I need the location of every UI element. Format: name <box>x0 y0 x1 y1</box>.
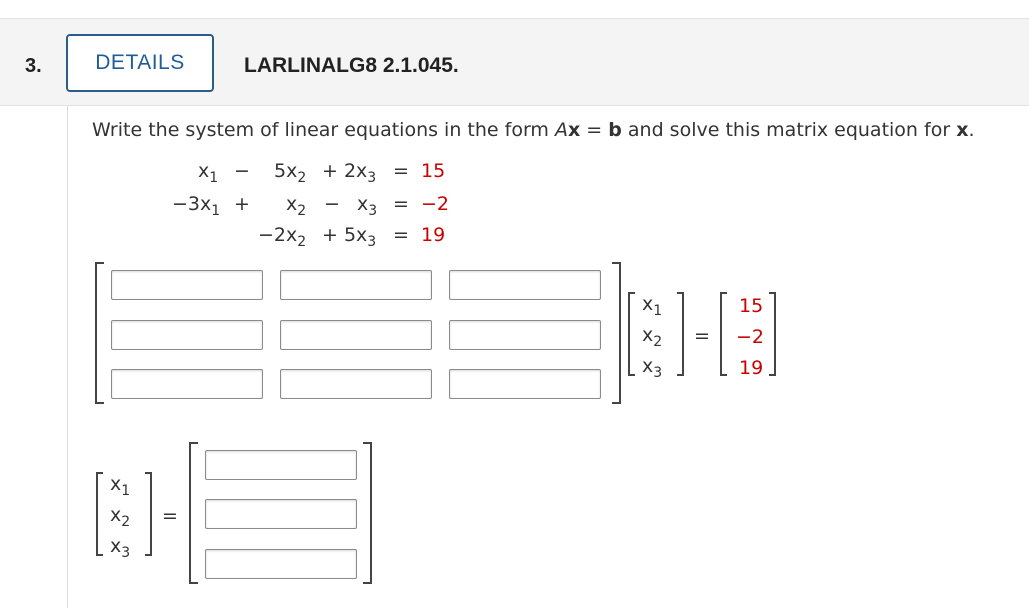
matrix-a-input-r3c1[interactable] <box>111 369 263 399</box>
eq1-op1: − <box>234 160 250 182</box>
eq2-term2: $x_2$ <box>286 193 307 219</box>
vector-b-right-bracket <box>769 292 776 376</box>
eq1-equals: = <box>393 160 409 182</box>
eq3-rhs: 19 <box>421 224 446 246</box>
content-divider <box>67 106 68 608</box>
vector-b-left-bracket <box>720 292 727 376</box>
eq1-term3: + $2x_3$ <box>322 160 377 186</box>
vector-x-right-bracket <box>677 292 684 376</box>
vector-x-entry: $x_2$ <box>110 504 131 530</box>
question-number: 3. <box>25 55 42 77</box>
eq1-term1: $x_1$ <box>198 160 219 186</box>
vector-b-entry: −2 <box>736 326 765 348</box>
matrix-a-input-r1c3[interactable] <box>449 270 601 300</box>
matrix-a-input-r2c3[interactable] <box>449 320 601 350</box>
solution-input-x3[interactable] <box>205 549 357 579</box>
matrix-a-input-r1c1[interactable] <box>111 270 263 300</box>
eq2-term3: $x_3$ <box>357 193 378 219</box>
solution-input-x2[interactable] <box>205 499 357 529</box>
matrix-a-input-r1c2[interactable] <box>280 270 432 300</box>
matrix-a-input-r3c3[interactable] <box>449 369 601 399</box>
eq2-equals: = <box>393 193 409 215</box>
eq2-term1: $-3x_1$ <box>172 193 221 219</box>
equals-sign: = <box>694 325 710 347</box>
vector-x-entry: $x_3$ <box>642 355 663 381</box>
details-button[interactable]: DETAILS <box>66 34 214 92</box>
eq2-op1: + <box>234 193 250 215</box>
matrix-a-input-r3c2[interactable] <box>280 369 432 399</box>
vector-x-entry: $x_1$ <box>642 293 663 319</box>
matrix-a-left-bracket <box>95 262 104 404</box>
vector-x-entry: $x_2$ <box>642 324 663 350</box>
solution-left-bracket <box>189 442 198 584</box>
vector-x-left-bracket <box>96 472 103 556</box>
matrix-a-input-r2c2[interactable] <box>280 320 432 350</box>
eq3-term3: + $5x_3$ <box>322 224 377 250</box>
solution-right-bracket <box>363 442 372 584</box>
solution-input-x1[interactable] <box>205 450 357 480</box>
eq1-rhs: 15 <box>421 160 446 182</box>
equals-sign: = <box>162 505 178 527</box>
eq2-rhs: −2 <box>421 193 450 215</box>
matrix-a-input-r2c1[interactable] <box>111 320 263 350</box>
question-prompt: Write the system of linear equations in the form Ax = b and solve this matrix equation for x. <box>92 119 975 141</box>
vector-x-left-bracket <box>628 292 635 376</box>
vector-b-entry: 19 <box>739 357 764 379</box>
matrix-a-right-bracket <box>612 262 621 404</box>
eq3-equals: = <box>393 224 409 246</box>
eq3-term2: $-2x_2$ <box>258 224 307 250</box>
vector-b-entry: 15 <box>739 295 764 317</box>
eq1-term2: $5x_2$ <box>274 160 307 186</box>
vector-x-right-bracket <box>145 472 152 556</box>
eq2-op2: − <box>324 193 340 215</box>
vector-x-entry: $x_3$ <box>110 535 131 561</box>
question-header <box>0 18 1029 106</box>
vector-x-entry: $x_1$ <box>110 473 131 499</box>
question-id: LARLINALG8 2.1.045. <box>244 54 459 77</box>
